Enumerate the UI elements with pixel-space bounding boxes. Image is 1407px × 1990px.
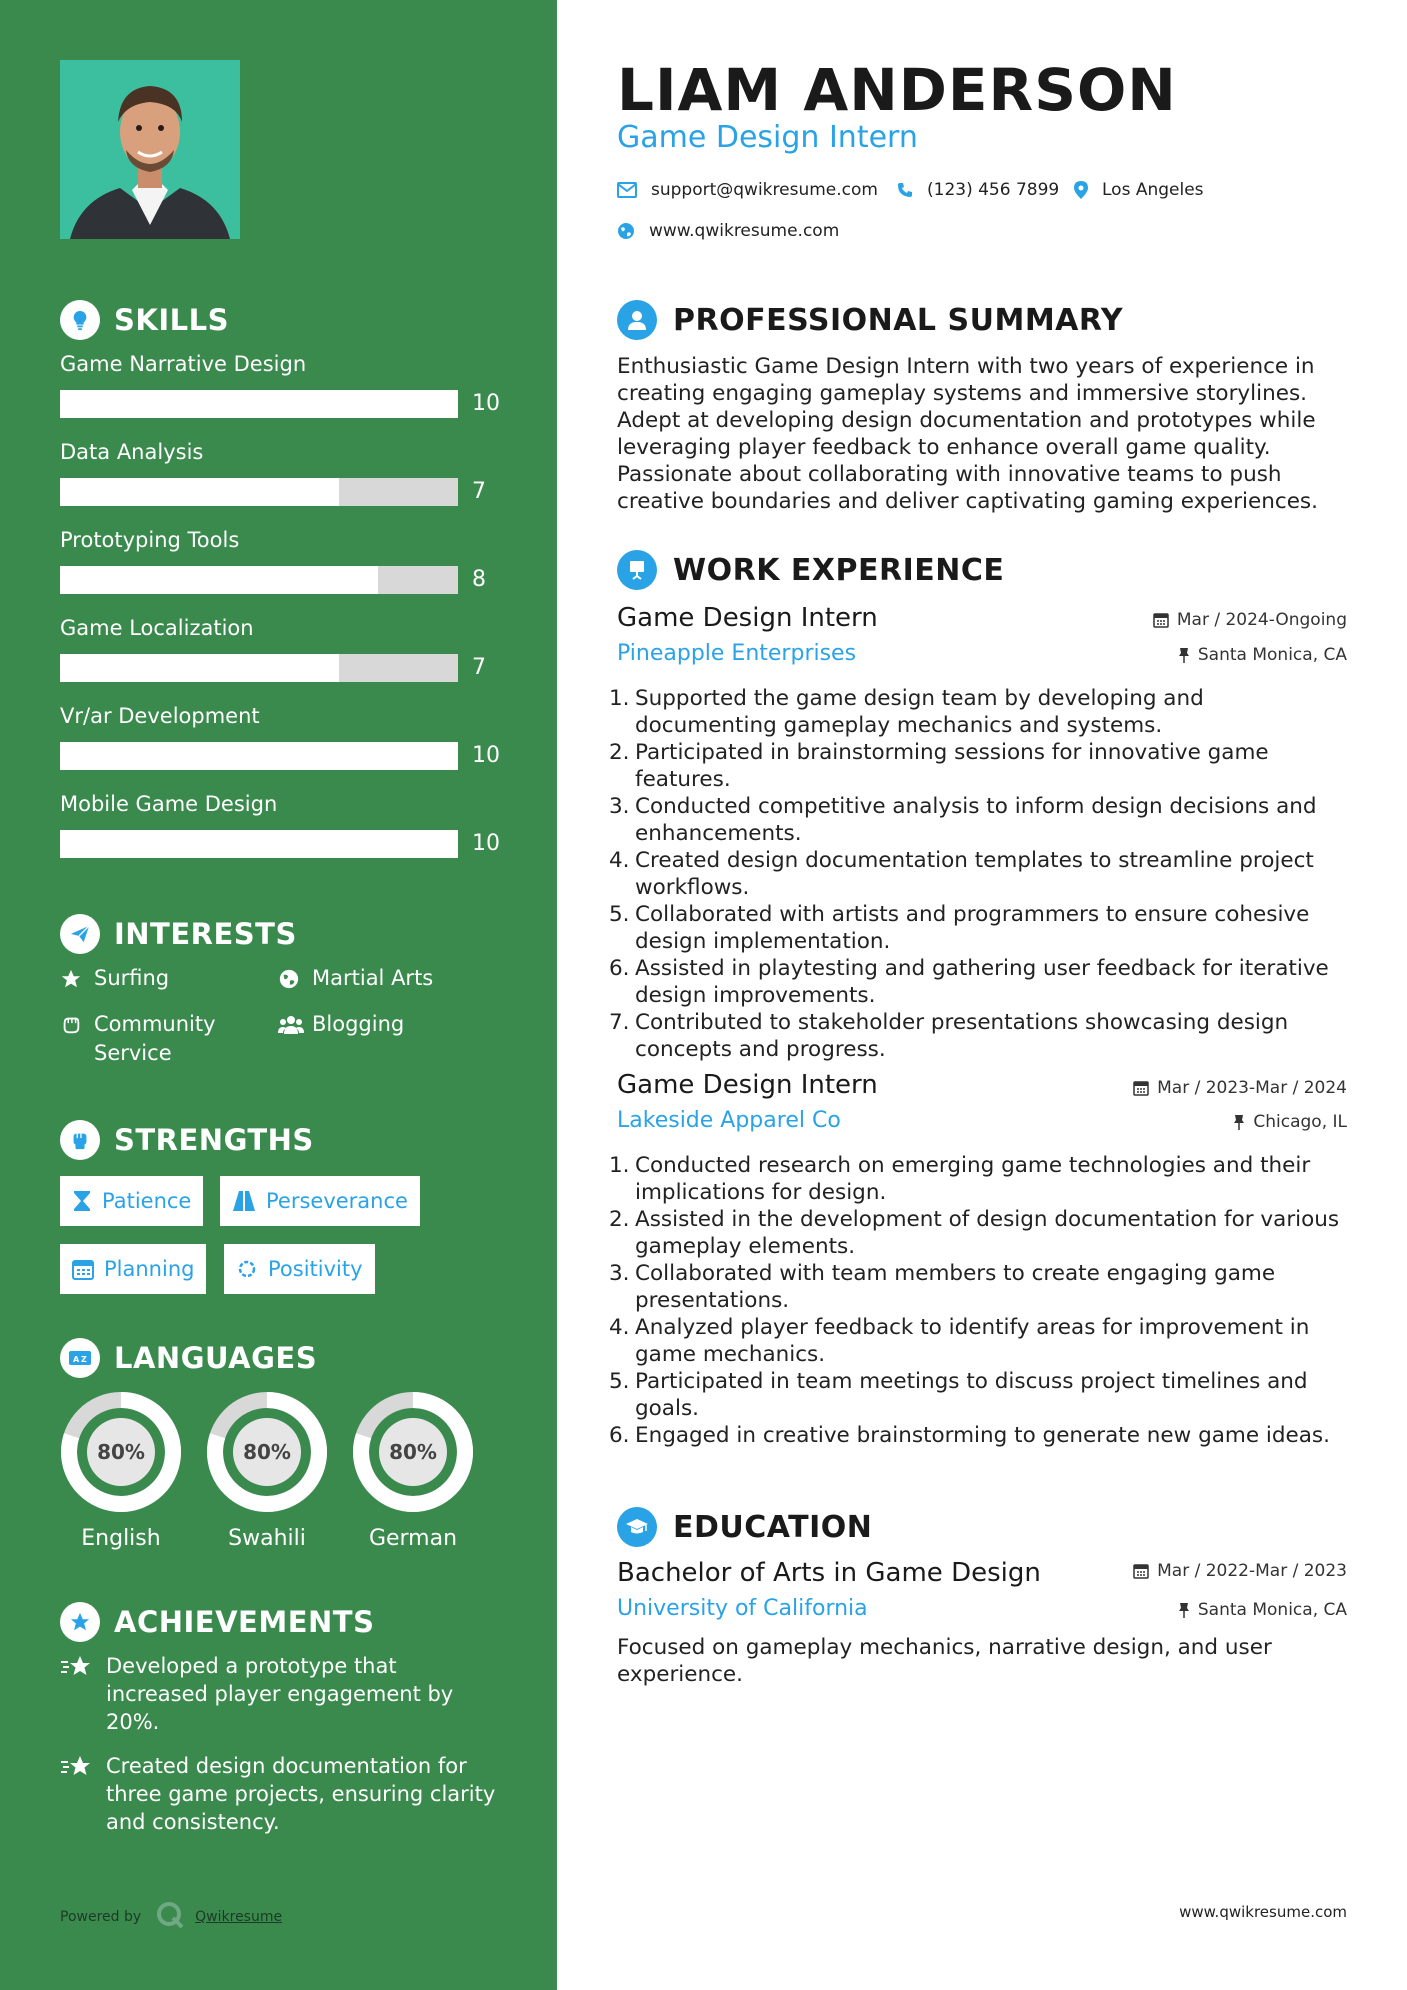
pushpin-icon	[1233, 1114, 1245, 1130]
duty-item: 3. Conducted competitive analysis to inform design decisions and enhancements.	[609, 794, 1317, 846]
language-percent: 80%	[97, 1440, 145, 1464]
duty-item: 4. Analyzed player feedback to identify areas for improvement in game mechanics.	[609, 1315, 1310, 1367]
interest-item	[278, 1010, 498, 1044]
calendar-icon	[1133, 1563, 1149, 1579]
job-location	[1178, 645, 1347, 665]
powered-label: Powered by	[60, 1909, 142, 1925]
achievement-text: Developed a prototype that increased player engagement by 20%.	[106, 1654, 454, 1734]
duty-item: 5. Collaborated with artists and programmers to ensure cohesive design implementation.	[609, 902, 1310, 954]
education-title: EDUCATION	[673, 1509, 873, 1545]
skills-section	[60, 298, 500, 342]
job-location	[1233, 1112, 1347, 1132]
education-dates-text: Mar / 2022-Mar / 2023	[1157, 1561, 1347, 1581]
skill-name: Data Analysis	[60, 440, 204, 464]
education-dates	[1133, 1561, 1347, 1581]
achievements-title: ACHIEVEMENTS	[114, 1605, 375, 1639]
language-name: German	[368, 1526, 458, 1551]
skill-bar	[60, 478, 458, 506]
interest-label: Surfing	[94, 966, 170, 990]
website-text: www.qwikresume.com	[649, 221, 840, 241]
envelope-icon	[617, 182, 637, 198]
fist-icon	[60, 1120, 100, 1160]
strength-label: Perseverance	[266, 1189, 408, 1213]
interest-item	[278, 964, 498, 998]
interest-item	[60, 1010, 260, 1068]
experience-title: WORK EXPERIENCE	[673, 552, 1005, 588]
job-dates-text: Mar / 2024-Ongoing	[1176, 610, 1347, 630]
map-pin-icon	[1074, 181, 1088, 199]
globe-icon	[617, 222, 635, 240]
duty-text: Created design documentation templates to streamline project workflows.	[635, 848, 1314, 900]
road-icon	[232, 1191, 256, 1211]
skills-heading	[60, 298, 500, 342]
candidate-name: LIAM ANDERSON	[617, 56, 1177, 124]
svg-text:Z: Z	[81, 1355, 87, 1364]
duty-text: Collaborated with artists and programmers to ensure cohesive design implementation.	[635, 902, 1310, 954]
svg-text:A: A	[73, 1355, 80, 1364]
job-dates-text: Mar / 2023-Mar / 2024	[1157, 1078, 1347, 1098]
calendar-icon	[1133, 1080, 1149, 1096]
duty-text: Assisted in the development of design documentation for various gameplay elements.	[635, 1207, 1340, 1259]
strength-badge	[60, 1244, 206, 1294]
calendar-icon	[72, 1258, 94, 1280]
education-location-text: Santa Monica, CA	[1197, 1600, 1347, 1620]
candidate-title: Game Design Intern	[617, 120, 918, 155]
skill-item	[60, 704, 500, 792]
duty-item: 1. Conducted research on emerging game technologies and their implications for design.	[609, 1153, 1311, 1205]
duty-text: Engaged in creative brainstorming to generate new game ideas.	[635, 1423, 1330, 1448]
qwikresume-logo-icon	[155, 1900, 185, 1934]
skill-item	[60, 792, 500, 880]
sidebar	[0, 0, 557, 1990]
skill-value: 8	[472, 567, 486, 592]
skill-bar-fill	[60, 742, 458, 770]
language-item	[351, 1390, 475, 1551]
contact-location	[1074, 180, 1204, 200]
duty-item: 1. Supported the game design team by developing and documenting gameplay mechanics and systems.	[609, 686, 1204, 738]
achievement-text: Created design documentation for three game projects, ensuring clarity and consistency.	[106, 1754, 496, 1834]
skill-item	[60, 528, 500, 616]
skill-value: 10	[472, 831, 500, 856]
strengths-section	[60, 1118, 500, 1298]
language-name: Swahili	[228, 1526, 306, 1551]
skill-bar	[60, 566, 458, 594]
job-title: Game Design Intern	[617, 1070, 878, 1100]
star-icon	[60, 964, 86, 998]
hand-icon	[60, 1010, 86, 1044]
job-company: Lakeside Apparel Co	[617, 1108, 841, 1133]
duty-item: 3. Collaborated with team members to create engaging game presentations.	[609, 1261, 1276, 1313]
duty-item: 5. Participated in team meetings to discuss project timelines and goals.	[609, 1369, 1308, 1421]
strengths-heading	[60, 1118, 500, 1162]
duty-text: Participated in team meetings to discuss project timelines and goals.	[635, 1369, 1308, 1421]
job-duties	[609, 685, 1347, 1063]
school-name: University of California	[617, 1596, 868, 1621]
skill-bar-fill	[60, 654, 339, 682]
duty-item: 6. Engaged in creative brainstorming to generate new game ideas.	[609, 1423, 1330, 1448]
globe-icon	[278, 964, 304, 998]
pushpin-icon	[1178, 647, 1190, 663]
paper-plane-icon	[60, 914, 100, 954]
profile-photo	[60, 60, 240, 239]
contact-website[interactable]	[617, 221, 839, 241]
skill-item	[60, 352, 500, 440]
contact-email[interactable]	[617, 180, 878, 200]
location-text: Los Angeles	[1102, 180, 1204, 200]
summary-title: PROFESSIONAL SUMMARY	[673, 302, 1124, 338]
phone-text: (123) 456 7899	[927, 180, 1060, 200]
languages-heading	[60, 1336, 500, 1380]
user-icon	[617, 300, 657, 340]
strength-label: Patience	[102, 1189, 192, 1213]
skill-bar	[60, 654, 458, 682]
achievement-item	[60, 1652, 500, 1736]
experience-heading	[617, 548, 1004, 592]
skill-bar-fill	[60, 390, 458, 418]
job-dates	[1133, 1078, 1347, 1098]
education-heading	[617, 1505, 872, 1549]
interest-label: Martial Arts	[312, 966, 434, 990]
duty-text: Supported the game design team by developing and documenting gameplay mechanics and systems.	[635, 686, 1204, 738]
duty-item: 2. Participated in brainstorming sessions for innovative game features.	[609, 740, 1269, 792]
language-name: English	[81, 1526, 161, 1551]
skills-list	[60, 352, 500, 872]
phone-icon	[897, 182, 913, 198]
duty-item: 4. Created design documentation templates to streamline project workflows.	[609, 848, 1314, 900]
skill-name: Prototyping Tools	[60, 528, 240, 552]
skill-value: 10	[472, 743, 500, 768]
duty-text: Conducted research on emerging game technologies and their implications for design.	[635, 1153, 1311, 1205]
skill-bar-fill	[60, 830, 458, 858]
skill-bar-fill	[60, 478, 339, 506]
degree-title: Bachelor of Arts in Game Design	[617, 1558, 1041, 1588]
strengths-title: STRENGTHS	[114, 1123, 314, 1157]
duty-item: 6. Assisted in playtesting and gathering user feedback for iterative design improvements.	[609, 956, 1329, 1008]
job-company: Pineapple Enterprises	[617, 641, 857, 666]
skill-name: Mobile Game Design	[60, 792, 278, 816]
powered-by	[60, 1900, 282, 1934]
skill-bar	[60, 742, 458, 770]
strength-badge	[224, 1244, 375, 1294]
summary-text: Enthusiastic Game Design Intern with two years of experience in creating engaging gameplay systems and immersive storylines. Adept at developing design documentation and prototypes while leveraging player feedback to enhance overall game quality. Passionate about collaborating with innovative teams to push creative boundaries and deliver captivating gaming experiences.	[617, 354, 1318, 514]
skill-item	[60, 440, 500, 528]
language-percent: 80%	[243, 1440, 291, 1464]
presentation-icon	[617, 550, 657, 590]
interest-label: Community Service	[94, 1012, 216, 1065]
email-text: support@qwikresume.com	[651, 180, 878, 200]
duty-text: Assisted in playtesting and gathering user feedback for iterative design improvements.	[635, 956, 1329, 1008]
interests-section	[60, 912, 500, 1072]
language-item	[205, 1390, 329, 1551]
lightbulb-icon	[60, 300, 100, 340]
skill-bar	[60, 830, 458, 858]
main-content	[609, 0, 1347, 1990]
job-location-text: Santa Monica, CA	[1197, 645, 1347, 665]
skill-name: Game Narrative Design	[60, 352, 307, 376]
languages-title: LANGUAGES	[114, 1341, 318, 1375]
achievement-star-icon	[60, 1602, 100, 1642]
contact-phone[interactable]	[897, 180, 1059, 200]
achievements-section	[60, 1600, 500, 1860]
duty-item: 7. Contributed to stakeholder presentations showcasing design concepts and progress.	[609, 1010, 1289, 1062]
pushpin-icon	[1178, 1602, 1190, 1618]
interests-title: INTERESTS	[114, 917, 297, 951]
language-icon	[60, 1338, 100, 1378]
language-ring	[59, 1390, 183, 1514]
skill-bar	[60, 390, 458, 418]
summary-heading	[617, 298, 1123, 342]
job-location-text: Chicago, IL	[1253, 1112, 1347, 1132]
skill-bar-fill	[60, 566, 378, 594]
language-ring	[351, 1390, 475, 1514]
skill-value: 7	[472, 479, 486, 504]
interest-item	[60, 964, 260, 998]
interest-label: Blogging	[312, 1012, 405, 1036]
achievement-item	[60, 1752, 500, 1836]
calendar-icon	[1153, 612, 1169, 628]
language-ring	[205, 1390, 329, 1514]
duty-text: Collaborated with team members to create engaging game presentations.	[635, 1261, 1276, 1313]
job-duties	[609, 1152, 1347, 1449]
duty-text: Contributed to stakeholder presentations showcasing design concepts and progress.	[635, 1010, 1289, 1062]
shooting-star-icon	[60, 1652, 96, 1684]
interests-heading	[60, 912, 500, 956]
skill-value: 10	[472, 391, 500, 416]
job-dates	[1153, 610, 1347, 630]
achievements-heading	[60, 1600, 500, 1644]
skill-item	[60, 616, 500, 704]
hourglass-icon	[72, 1190, 92, 1212]
strength-badge	[60, 1176, 203, 1226]
duty-text: Analyzed player feedback to identify areas for improvement in game mechanics.	[635, 1315, 1310, 1367]
shooting-star-icon	[60, 1752, 96, 1784]
education-description: Focused on gameplay mechanics, narrative design, and user experience.	[617, 1635, 1272, 1687]
skill-name: Game Localization	[60, 616, 254, 640]
languages-section	[60, 1336, 500, 1566]
duty-text: Conducted competitive analysis to inform design decisions and enhancements.	[635, 794, 1317, 846]
duty-item: 2. Assisted in the development of design documentation for various gameplay elements.	[609, 1207, 1340, 1259]
footer-website-link[interactable]: www.qwikresume.com	[1179, 1903, 1347, 1921]
language-item	[59, 1390, 183, 1551]
group-icon	[278, 1010, 304, 1044]
job-title: Game Design Intern	[617, 603, 878, 633]
skill-value: 7	[472, 655, 486, 680]
graduation-cap-icon	[617, 1507, 657, 1547]
qwikresume-link[interactable]: Qwikresume	[195, 1909, 283, 1925]
skills-title: SKILLS	[114, 303, 229, 337]
language-percent: 80%	[389, 1440, 437, 1464]
skill-name: Vr/ar Development	[60, 704, 260, 728]
education-location	[1178, 1600, 1347, 1620]
strength-badge	[220, 1176, 420, 1226]
strength-label: Planning	[104, 1257, 195, 1281]
duty-text: Participated in brainstorming sessions for innovative game features.	[635, 740, 1269, 792]
sun-icon	[236, 1258, 258, 1280]
strength-label: Positivity	[268, 1257, 363, 1281]
